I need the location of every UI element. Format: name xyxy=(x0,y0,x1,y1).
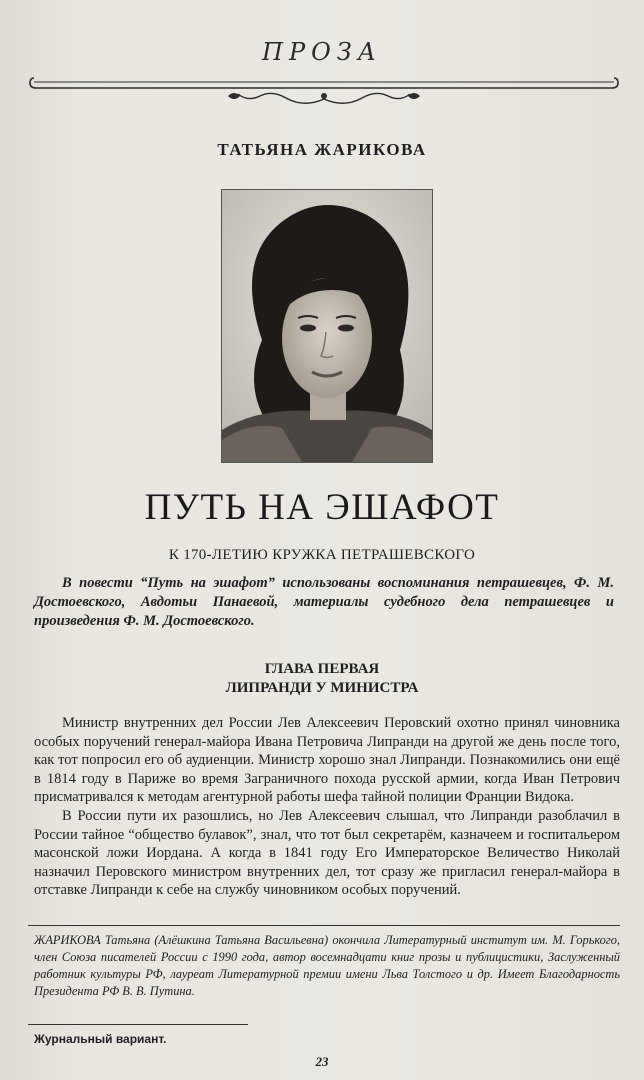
paragraph: В России пути их разошлись, но Лев Алексеевич слышал, что Липранди разоблачил в России тайное “общество булавок”, знал, что тот был секретарём, казначеем и госпитальером масонской ложи Иордана. А когда в 1841 году Его Императорское Величество Николай назначил Перовского министром внутренних дел, тот сразу же пригласил генерал-майора в отставке Липранди к себе на службу чиновником особых поручений. xyxy=(34,807,620,899)
chapter-heading xyxy=(0,660,644,698)
author-note: ЖАРИКОВА Татьяна (Алёшкина Татьяна Васильевна) окончила Литературный институт им. М. Горького, член Союза писателей России с 1990 года, автор восемнадцати книг прозы и публицистики, Заслуженный работник культуры РФ, лауреат Литературной премии имени Льва Толстого и др. Имеет Благодарность Президента РФ В. В. Путина. xyxy=(34,933,620,998)
author-portrait xyxy=(221,189,433,463)
portrait-photo-icon xyxy=(222,190,432,462)
section-title: ПРОЗА xyxy=(262,38,382,66)
chapter-title: ЛИПРАНДИ У МИНИСТРА xyxy=(225,680,419,696)
body-text xyxy=(34,714,620,900)
paragraph: Министр внутренних дел России Лев Алексеевич Перовский охотно принял чиновника особых поручений генерал-майора Ивана Петровича Липранди на другой же день после того, как тот попросил его об аудиенции. Министр хорошо знал Липранди. Познакомились они ещё в 1814 году в Париже во время Заграничного похода русской армии, когда Иван Петрович присматривался к методам агентурной работы шефа тайной полиции Франции Видока. xyxy=(34,715,620,806)
ornament-divider-icon xyxy=(28,72,620,110)
story-title: ПУТЬ НА ЭШАФОТ xyxy=(144,487,500,528)
journal-note: Журнальный вариант. xyxy=(34,1032,167,1046)
footnote-rule xyxy=(28,925,620,926)
story-epigraph: В повести “Путь на эшафот” использованы воспоминания петрашевцев, Ф. М. Достоевского, Авдотьи Панаевой, материалы судебного дела петрашевцев и произведения Ф. М. Достоевского. xyxy=(34,575,614,629)
footnote-short-rule xyxy=(28,1024,248,1025)
page-number: 23 xyxy=(315,1054,329,1069)
chapter-number: ГЛАВА ПЕРВАЯ xyxy=(264,661,380,677)
story-subtitle: К 170-ЛЕТИЮ КРУЖКА ПЕТРАШЕВСКОГО xyxy=(168,547,476,563)
author-name: ТАТЬЯНА ЖАРИКОВА xyxy=(217,140,427,159)
